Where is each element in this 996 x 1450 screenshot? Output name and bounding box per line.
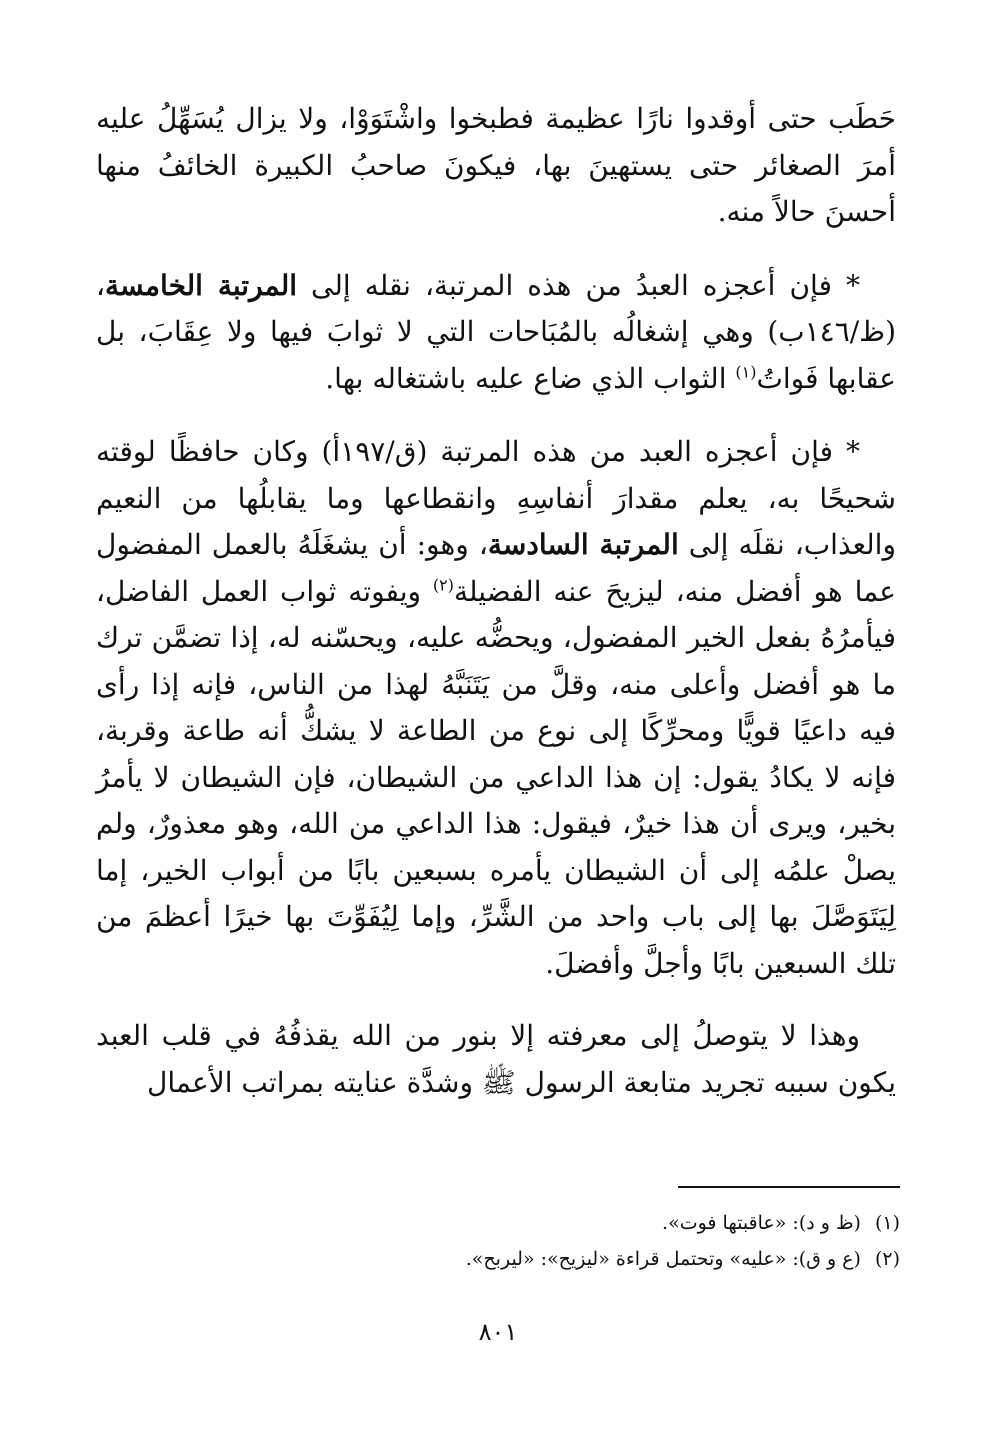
page-body [96,96,896,1106]
paragraph-2-text-middle: ، (ظ/١٤٦ب) وهي إشغالُه بالمُبَاحات التي لا ثوابَ فيها ولا عِقَابَ، بل عقابها فَواتُ [96,268,896,395]
paragraph-3-text-start: * فإن أعجزه العبد من هذه المرتبة (ق/١٩٧أ) وكان حافظًا لوقته شحيحًا به، يعلم مقدارَ أنفاسِهِ وانقطاعها وما يقابلُها من النعيم والعذاب، نقلَه إلى [96,435,896,561]
paragraph-3-text-middle: ، وهو: أن يشغَلَهُ بالعمل المفضول عما هو أفضل منه، ليزيحَ عنه الفضيلة [96,528,896,608]
rank-five-heading: المرتبة الخامسة [105,268,298,302]
footnotes [100,1205,900,1277]
footnote-2-text: (ع و ق): «عليه» وتحتمل قراءة «ليزيح»: «ليربح». [465,1248,861,1270]
paragraph-4 [96,1013,896,1106]
footnote-ref-2[interactable]: (٢) [432,575,454,595]
page-number: ٨٠١ [478,1318,518,1346]
footnote-2-number: (٢) [874,1248,900,1270]
paragraph-1-text: حَطَب حتى أوقدوا نارًا عظيمة فطبخوا واشْتَوَوْا، ولا يزال يُسَهِّلُ عليه أمرَ الصغائر حتى يستهينَ بها، فيكونَ صاحبُ الكبيرة الخائفُ منها أحسنَ حالاً منه. [96,102,896,228]
footnote-1-number: (١) [874,1212,900,1234]
paragraph-2 [96,263,896,403]
footnote-2 [100,1241,900,1277]
paragraph-2-text-end: الثواب الذي ضاع عليه باشتغاله بها. [325,361,736,395]
footnote-1-text: (ظ و د): «عاقبتها فوت». [662,1212,861,1234]
paragraph-2-text-start: * فإن أعجزه العبدُ من هذه المرتبة، نقله إلى [297,268,860,302]
paragraph-1 [96,96,896,236]
paragraph-3-text-end: ويفوته ثواب العمل الفاضل، فيأمرُهُ بفعل الخير المفضول، ويحضُّه عليه، ويحسّنه له، إذا تضمَّن ترك ما هو أفضل وأعلى منه، وقلَّ من يَتَنَبَّهُ لهذا من الناس، فإنه إذا رأى فيه داعيًا قويًّا ومحرِّكًا إلى نوع من الطاعة لا يشكُّ أنه طاعة وقربة، فإنه لا يكادُ يقول: إن هذا الداعي من الشيطان، فإن الشيطان لا يأمرُ بخير، ويرى أن هذا خيرٌ، فيقول: هذا الداعي من الله، وهو معذورٌ، ولم يصلْ علمُه إلى أن الشيطان يأمره بسبعين بابًا من أبواب الخير، إما لِيَتَوَصَّلَ بها إلى باب واحد من الشَّرِّ، وإما لِيُفَوِّتَ بها خيرًا أعظمَ من تلك السبعين بابًا وأجلَّ وأفضلَ. [96,574,896,980]
footnote-1 [100,1205,900,1241]
rank-six-heading: المرتبة السادسة [487,528,679,561]
footnote-ref-1[interactable]: (١) [735,362,757,382]
footnote-separator [678,1186,900,1188]
paragraph-4-text: وهذا لا يتوصلُ إلى معرفته إلا بنور من الله يقذفُهُ في قلب العبد يكون سببه تجريد متابعة الرسول ﷺ وشدَّة عنايته بمراتب الأعمال [96,1019,896,1099]
paragraph-3 [96,429,896,987]
